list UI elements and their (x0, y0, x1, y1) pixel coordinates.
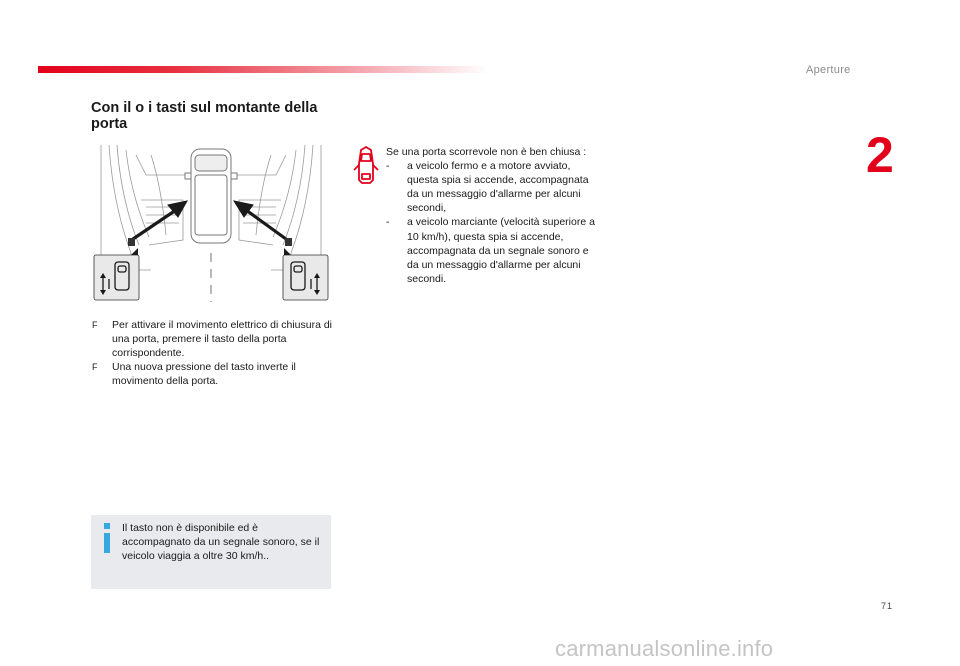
page-number: 71 (881, 601, 894, 611)
header-red-bar (38, 66, 488, 73)
info-text: Il tasto non è disponibile ed è accompagnato da un segnale sonoro, se il veicolo viaggia a oltre 30 km/h.. (122, 522, 320, 563)
info-icon (100, 521, 114, 555)
step-2 (91, 360, 341, 388)
warning-item-1 (386, 159, 601, 215)
section-title: Aperture (806, 64, 851, 76)
warning-intro: Se una porta scorrevole non è ben chiusa : (386, 146, 587, 158)
chapter-number: 2 (866, 127, 894, 183)
watermark: carmanualsonline.info (555, 636, 774, 661)
info-box (91, 515, 331, 589)
warning-item-text: a veicolo marciante (velocità superiore a 10 km/h), questa spia si accende, accompagnata da un segnale sonoro e da un messaggio d'allarme per alcuni secondi. (407, 216, 595, 285)
page-title: Con il o i tasti sul montante della porta (91, 100, 318, 132)
instruction-steps (91, 318, 341, 388)
list-dash: - (386, 160, 390, 173)
door-buttons-illustration (91, 145, 331, 302)
warning-item-text: a veicolo fermo e a motore avviato, questa spia si accende, accompagnata da un messaggio d'allarme per alcuni secondi, (407, 160, 589, 215)
step-text: Una nuova pressione del tasto inverte il movimento della porta. (112, 361, 296, 387)
step-text: Per attivare il movimento elettrico di chiusura di una porta, premere il tasto della porta corrispondente. (112, 319, 333, 359)
step-1 (91, 318, 341, 360)
step-bullet: F (92, 320, 98, 330)
warning-text (386, 145, 601, 286)
warning-item-2 (386, 215, 601, 285)
step-bullet: F (92, 362, 98, 372)
list-dash: - (386, 216, 390, 229)
open-door-warning-icon (351, 144, 381, 186)
